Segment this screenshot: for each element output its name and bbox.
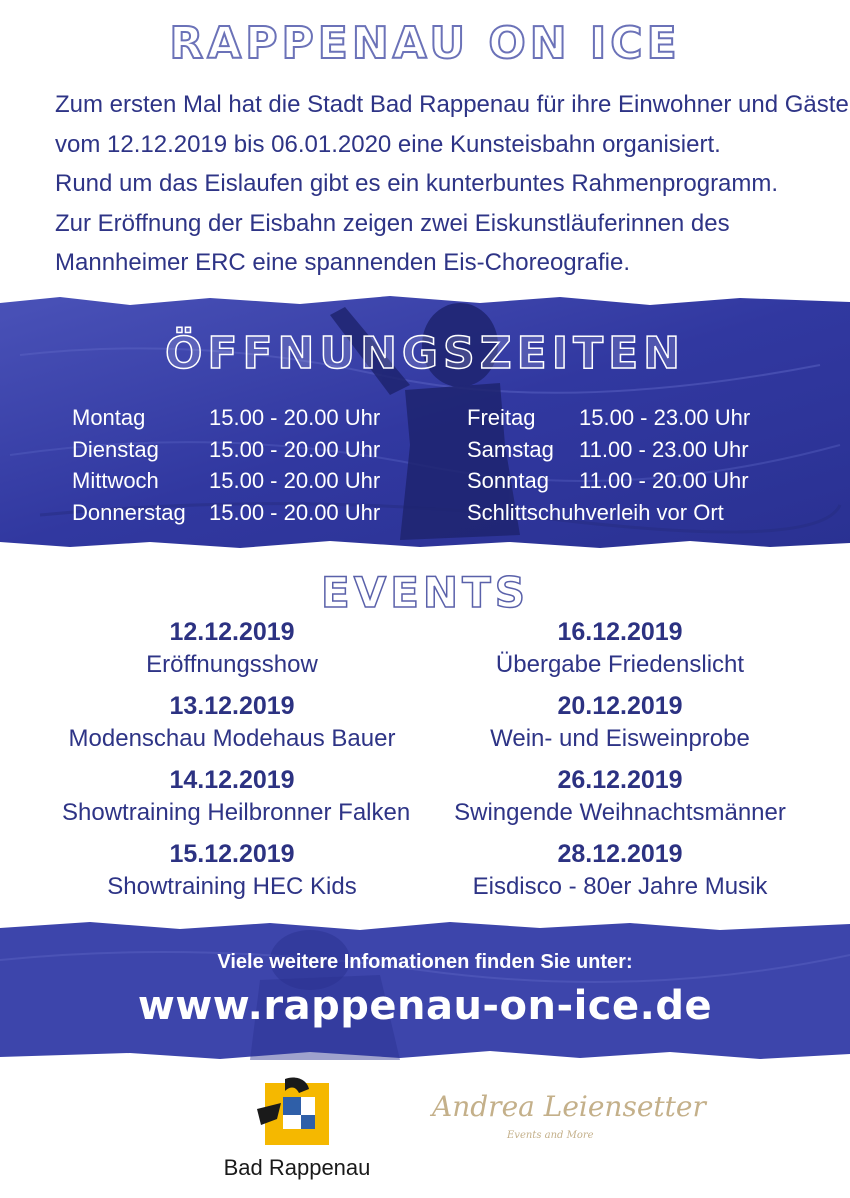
hours-row bbox=[467, 468, 750, 500]
bad-rappenau-crest-icon bbox=[255, 1075, 335, 1147]
time-range: 15.00 - 23.00 Uhr bbox=[579, 405, 751, 430]
event-date: 12.12.2019 bbox=[169, 618, 295, 646]
hours-right-column bbox=[467, 405, 750, 531]
event-date: 13.12.2019 bbox=[169, 692, 295, 720]
event-name: Eisdisco - 80er Jahre Musik bbox=[472, 873, 768, 900]
rental-note: Schlittschuhverleih vor Ort bbox=[467, 499, 724, 525]
time-range: 11.00 - 20.00 Uhr bbox=[579, 468, 749, 493]
intro-line: Zum ersten Mal hat die Stadt Bad Rappenau für ihre Einwohner und Gäste bbox=[55, 91, 849, 118]
event-date: 20.12.2019 bbox=[557, 692, 683, 720]
bad-rappenau-logo bbox=[207, 1075, 387, 1185]
hours-row bbox=[467, 437, 750, 469]
event-item bbox=[62, 686, 402, 760]
intro-line: Zur Eröffnung der Eisbahn zeigen zwei Eiskunstläuferinnen des bbox=[55, 209, 730, 237]
event-item bbox=[62, 760, 411, 834]
intro-line: Mannheimer ERC eine spannenden Eis-Choreografie. bbox=[55, 249, 630, 276]
day-label: Dienstag bbox=[72, 436, 159, 462]
event-name: Übergabe Friedenslicht bbox=[495, 651, 745, 678]
hours-row bbox=[72, 405, 380, 437]
hours-row bbox=[467, 405, 750, 437]
andrea-subtitle: Events and More bbox=[507, 1130, 594, 1141]
intro-text bbox=[55, 85, 849, 283]
day-label: Donnerstag bbox=[72, 499, 186, 525]
time-range: 15.00 - 20.00 Uhr bbox=[209, 468, 381, 493]
time-range: 15.00 - 20.00 Uhr bbox=[209, 436, 381, 462]
andrea-name: Andrea Leiensetter bbox=[432, 1090, 706, 1123]
day-label: Sonntag bbox=[467, 468, 549, 493]
event-date: 15.12.2019 bbox=[169, 840, 295, 868]
time-range: 11.00 - 23.00 Uhr bbox=[579, 436, 749, 462]
more-info-text: Viele weitere Infomationen finden Sie unter: bbox=[217, 951, 633, 973]
event-name: Showtraining HEC Kids bbox=[107, 873, 357, 900]
hours-left-column bbox=[72, 405, 380, 531]
bad-rappenau-label: Bad Rappenau bbox=[223, 1155, 371, 1180]
event-date: 28.12.2019 bbox=[557, 840, 683, 868]
andrea-leiensetter-logo bbox=[432, 1090, 706, 1160]
intro-line: vom 12.12.2019 bis 06.01.2020 eine Kunsteisbahn organisiert. bbox=[55, 130, 721, 158]
time-range: 15.00 - 20.00 Uhr bbox=[209, 405, 381, 430]
hours-row bbox=[72, 468, 380, 500]
event-date: 16.12.2019 bbox=[557, 618, 683, 646]
day-label: Freitag bbox=[467, 405, 536, 430]
event-date: 26.12.2019 bbox=[557, 766, 683, 794]
event-item bbox=[450, 760, 790, 834]
event-item bbox=[450, 612, 790, 686]
event-name: Wein- und Eisweinprobe bbox=[490, 725, 750, 752]
event-item bbox=[450, 686, 790, 760]
event-item bbox=[62, 612, 402, 686]
time-range: 15.00 - 20.00 Uhr bbox=[209, 499, 381, 525]
intro-line: Rund um das Eislaufen gibt es ein kunterbuntes Rahmenprogramm. bbox=[55, 170, 779, 197]
hours-row bbox=[72, 437, 380, 469]
day-label: Samstag bbox=[467, 436, 554, 462]
hours-title: ÖFFNUNGSZEITEN bbox=[165, 328, 685, 379]
events-title: EVENTS bbox=[321, 568, 529, 617]
poster-title: RAPPENAU ON ICE bbox=[169, 18, 681, 69]
event-name: Eröffnungsshow bbox=[146, 651, 318, 678]
hours-row bbox=[72, 500, 380, 532]
event-name: Showtraining Heilbronner Falken bbox=[62, 799, 411, 826]
events-left-column bbox=[62, 612, 411, 908]
event-name: Swingende Weihnachtsmänner bbox=[454, 799, 786, 826]
events-right-column bbox=[450, 612, 790, 908]
event-item bbox=[62, 834, 402, 908]
website-link[interactable]: www.rappenau-on-ice.de bbox=[137, 983, 713, 1029]
event-item bbox=[450, 834, 790, 908]
event-name: Modenschau Modehaus Bauer bbox=[68, 725, 396, 752]
event-date: 14.12.2019 bbox=[169, 766, 295, 794]
day-label: Mittwoch bbox=[72, 468, 159, 493]
day-label: Montag bbox=[72, 405, 146, 430]
